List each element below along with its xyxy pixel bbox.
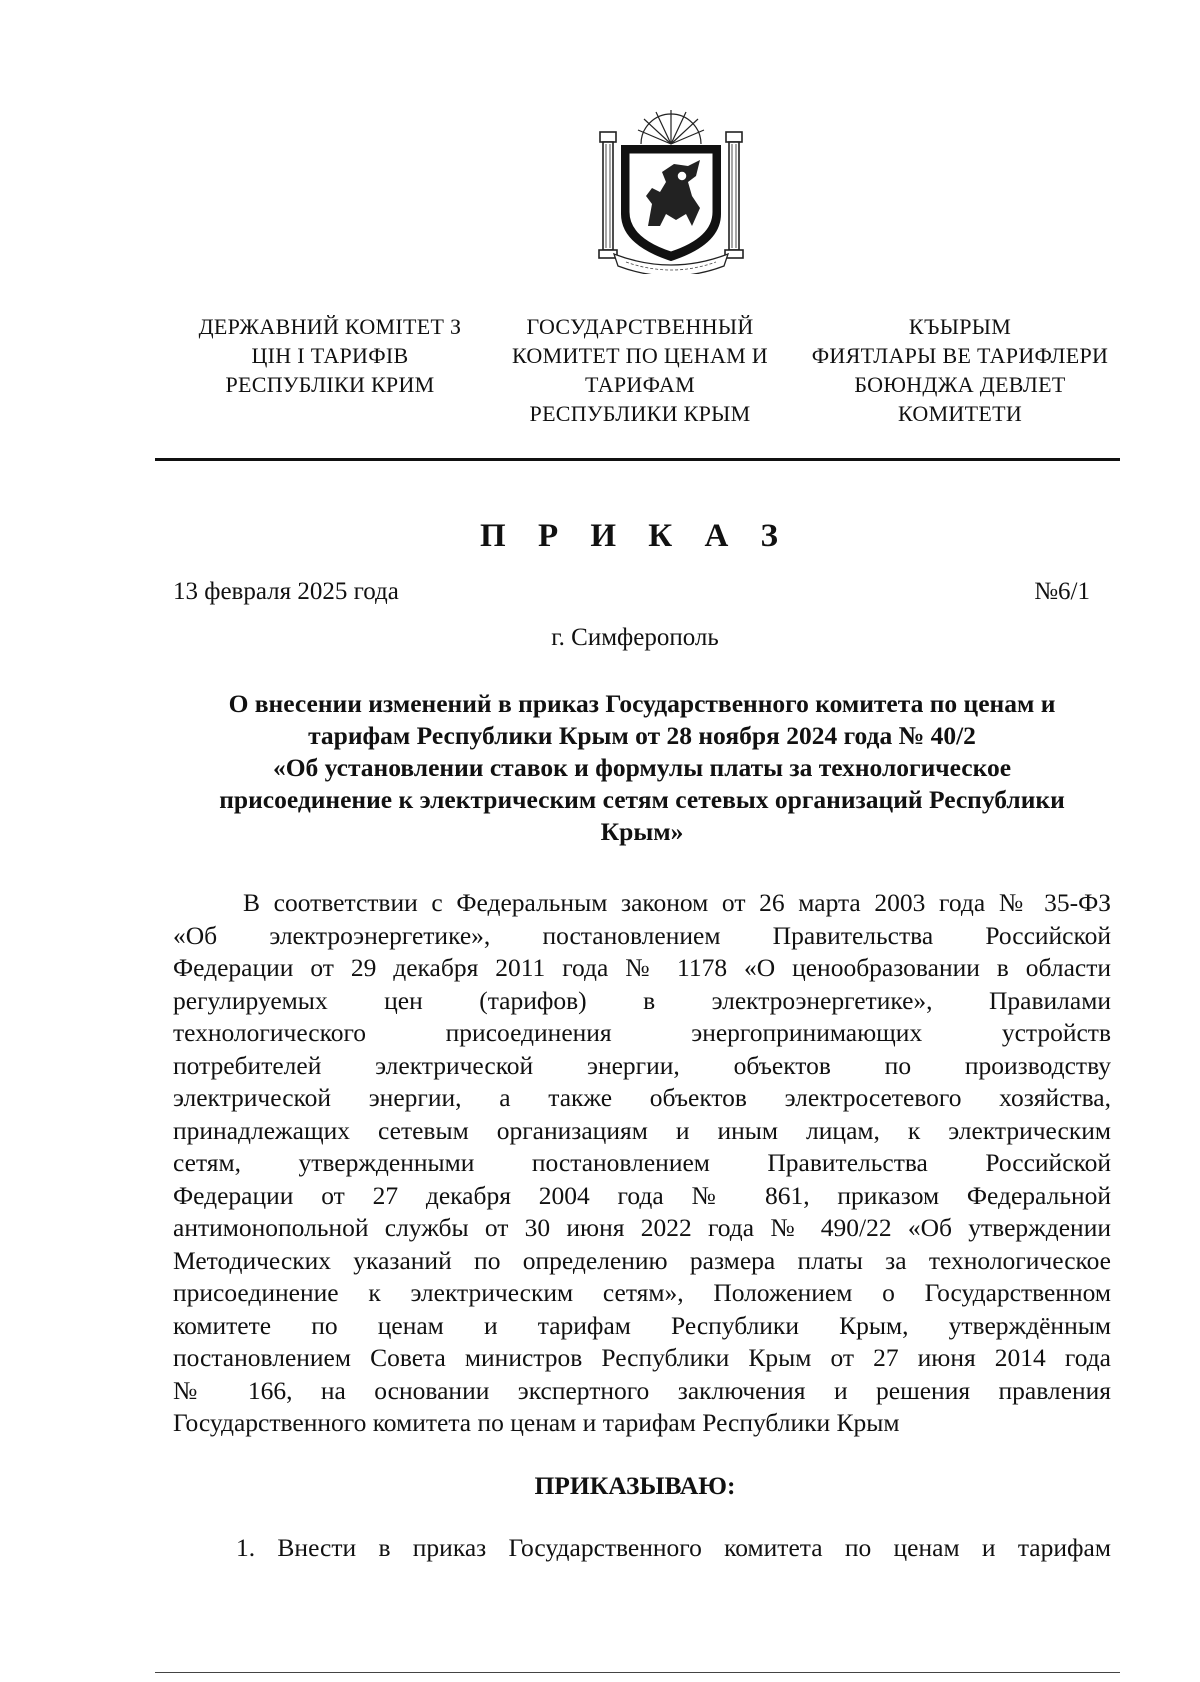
agency-ru-line: ГОСУДАРСТВЕННЫЙ xyxy=(526,314,754,339)
order-directive-heading: ПРИКАЗЫВАЮ: xyxy=(534,1471,736,1500)
title-line: О внесении изменений в приказ Государственного комитета по ценам и xyxy=(228,689,1056,718)
title-line: присоединение к электрическим сетям сетевых организаций Республики xyxy=(219,785,1065,814)
document-date: 13 февраля 2025 года xyxy=(173,578,399,605)
agency-crh-line: КОМИТЕТИ xyxy=(897,401,1023,426)
document-type-heading: П Р И К А З xyxy=(480,518,790,554)
preamble-line: регулируемых цен (тарифов) в электроэнергетике», Правилами xyxy=(173,985,1111,1015)
preamble-line: технологического присоединения энергопринимающих устройств xyxy=(173,1018,1111,1047)
title-line: «Об установлении ставок и формулы платы за технологическое xyxy=(272,753,1012,782)
preamble-line: № 166, на основании экспертного заключения и решения правления xyxy=(173,1375,1111,1405)
preamble-line: Федерации от 27 декабря 2004 года № 861, приказом Федеральной xyxy=(173,1180,1111,1210)
agency-ru-line: КОМИТЕТ ПО ЦЕНАМ И xyxy=(511,343,768,368)
agency-name-crimean-tatar xyxy=(800,312,1120,428)
agency-ru-line: РЕСПУБЛИКИ КРЫМ xyxy=(529,401,751,426)
agency-name-ukrainian xyxy=(180,312,480,399)
header-divider xyxy=(155,458,1120,461)
document-number: №6/1 xyxy=(1034,578,1090,605)
order-item-line: 1. Внести в приказ Государственного комитета по ценам и тарифам xyxy=(236,1533,1111,1562)
agency-ua-line: ЦІН І ТАРИФІВ xyxy=(251,343,409,368)
preamble-line: Федерации от 29 декабря 2011 года № 1178 «О ценообразовании в области xyxy=(173,953,1111,982)
agency-ua-line: РЕСПУБЛІКИ КРИМ xyxy=(225,372,435,397)
preamble-line: антимонопольной службы от 30 июня 2022 года № 490/22 «Об утверждении xyxy=(173,1213,1111,1242)
preamble-line: электрической энергии, а также объектов электросетевого хозяйства, xyxy=(173,1083,1111,1112)
agency-crh-line: КЪЫРЫМ xyxy=(908,314,1012,339)
agency-ru-line: ТАРИФАМ xyxy=(585,372,695,397)
preamble-paragraph xyxy=(173,887,1111,1440)
crimea-coat-of-arms-icon xyxy=(596,104,746,274)
agency-ua-line: ДЕРЖАВНИЙ КОМІТЕТ З xyxy=(198,314,462,339)
preamble-line: Государственного комитета по ценам и тарифам Республики Крым xyxy=(173,1408,900,1437)
preamble-line: «Об электроэнергетике», постановлением Правительства Российской xyxy=(173,920,1111,950)
order-item-1 xyxy=(173,1532,1111,1564)
preamble-line: Методических указаний по определению размера платы за технологическое xyxy=(173,1245,1111,1275)
preamble-line: присоединение к электрическим сетям», Положением о Государственном xyxy=(173,1278,1111,1307)
title-line: тарифам Республики Крым от 28 ноября 2024 года № 40/2 xyxy=(308,721,976,750)
document-title xyxy=(173,688,1111,848)
agency-name-russian xyxy=(490,312,790,428)
title-line: Крым» xyxy=(600,817,684,846)
preamble-line: сетям, утвержденными постановлением Правительства Российской xyxy=(173,1148,1111,1177)
agency-crh-line: ФИЯТЛАРЫ ВЕ ТАРИФЛЕРИ xyxy=(811,343,1109,368)
agency-crh-line: БОЮНДЖА ДЕВЛЕТ xyxy=(854,372,1066,397)
page-bottom-rule xyxy=(155,1672,1120,1673)
preamble-line: принадлежащих сетевым организациям и иным лицам, к электрическим xyxy=(173,1115,1111,1145)
preamble-line: постановлением Совета министров Республики Крым от 27 июня 2014 года xyxy=(173,1343,1111,1372)
document-place: г. Симферополь xyxy=(551,624,719,651)
preamble-line: потребителей электрической энергии, объектов по производству xyxy=(173,1050,1111,1080)
preamble-line: комитете по ценам и тарифам Республики Крым, утверждённым xyxy=(173,1310,1111,1340)
preamble-line: В соответствии с Федеральным законом от 26 марта 2003 года № 35-ФЗ xyxy=(243,888,1111,917)
